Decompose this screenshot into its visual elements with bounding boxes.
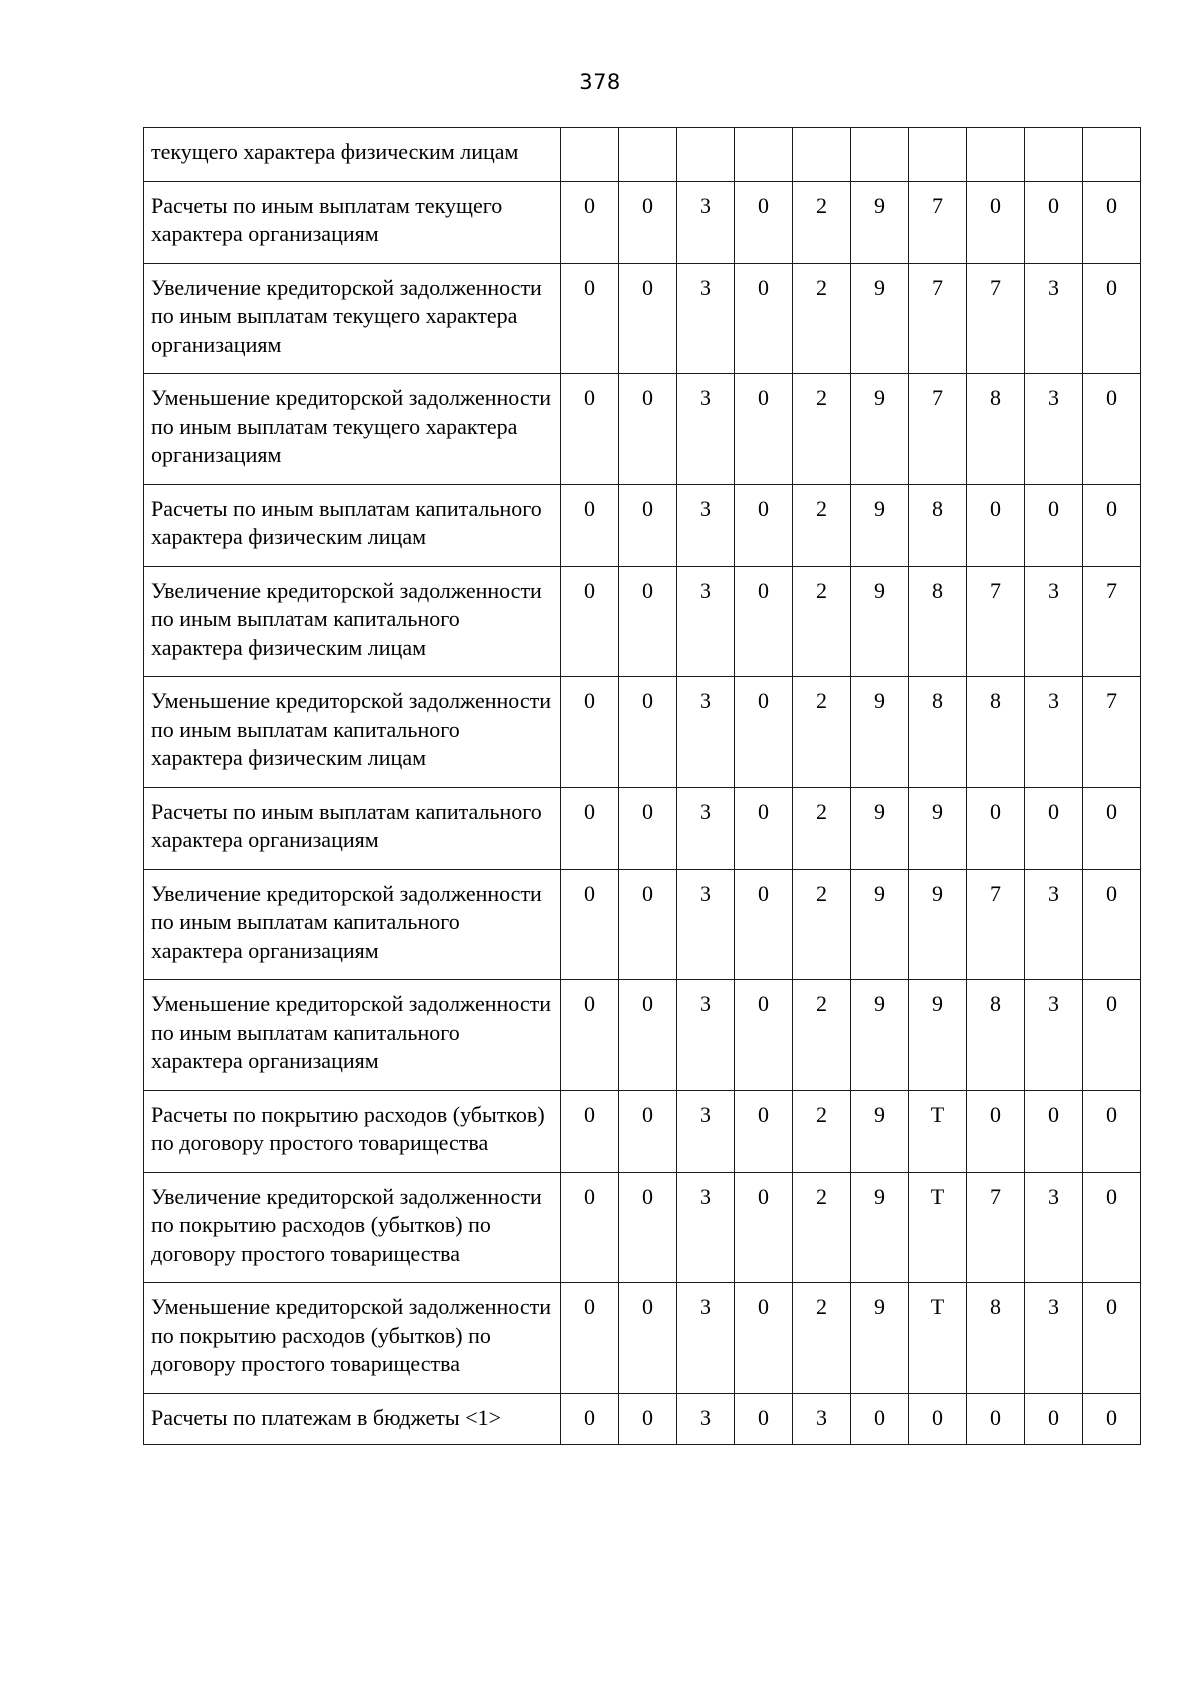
- code-digit: 0: [619, 869, 677, 980]
- code-digit: 8: [967, 980, 1025, 1091]
- table-body: [144, 128, 1141, 1445]
- code-digit: 9: [851, 1283, 909, 1394]
- code-digit: 0: [967, 1090, 1025, 1172]
- code-digit: 8: [909, 566, 967, 677]
- code-digit: 8: [967, 1283, 1025, 1394]
- code-digit: 7: [1083, 566, 1141, 677]
- code-digit: 0: [619, 1283, 677, 1394]
- code-digit: 3: [1025, 1283, 1083, 1394]
- code-digit: 0: [735, 1172, 793, 1283]
- code-digit: 9: [851, 263, 909, 374]
- code-digit: 7: [967, 263, 1025, 374]
- table-row: [144, 566, 1141, 677]
- page-number: 378: [579, 70, 621, 94]
- code-digit: 0: [561, 980, 619, 1091]
- table-row: [144, 181, 1141, 263]
- code-digit: 9: [909, 980, 967, 1091]
- code-digit: 0: [735, 484, 793, 566]
- code-digit: 2: [793, 181, 851, 263]
- row-label: Увеличение кредиторской задолженности по иным выплатам текущего характера организациям: [144, 263, 561, 374]
- code-digit: 3: [1025, 566, 1083, 677]
- code-digit: 0: [1025, 484, 1083, 566]
- code-digit: 3: [677, 1283, 735, 1394]
- code-digit: [619, 128, 677, 182]
- code-digit: 2: [793, 1090, 851, 1172]
- code-digit: 3: [677, 869, 735, 980]
- code-digit: 7: [909, 374, 967, 485]
- code-digit: 0: [1083, 484, 1141, 566]
- code-digit: 0: [561, 181, 619, 263]
- code-digit: [735, 128, 793, 182]
- row-label: текущего характера физическим лицам: [144, 128, 561, 182]
- code-digit: 0: [1083, 263, 1141, 374]
- table-row: [144, 263, 1141, 374]
- code-digit: 0: [619, 484, 677, 566]
- code-digit: 0: [1083, 1283, 1141, 1394]
- code-digit: 0: [1083, 980, 1141, 1091]
- code-digit: [561, 128, 619, 182]
- row-label: Увеличение кредиторской задолженности по покрытию расходов (убытков) по договору простого товарищества: [144, 1172, 561, 1283]
- code-digit: 0: [561, 787, 619, 869]
- code-digit: 8: [967, 677, 1025, 788]
- code-digit: 0: [735, 374, 793, 485]
- code-digit: 8: [909, 484, 967, 566]
- code-digit: 0: [619, 1172, 677, 1283]
- code-digit: 0: [1025, 181, 1083, 263]
- code-digit: 0: [561, 1090, 619, 1172]
- code-digit: 0: [1025, 787, 1083, 869]
- code-digit: 3: [1025, 263, 1083, 374]
- code-digit: Т: [909, 1090, 967, 1172]
- code-digit: Т: [909, 1283, 967, 1394]
- code-digit: 3: [1025, 677, 1083, 788]
- code-digit: 9: [909, 787, 967, 869]
- table-row: [144, 869, 1141, 980]
- row-label: Расчеты по иным выплатам текущего характера организациям: [144, 181, 561, 263]
- code-digit: Т: [909, 1172, 967, 1283]
- table-row: [144, 1090, 1141, 1172]
- code-digit: [967, 128, 1025, 182]
- row-label: Расчеты по иным выплатам капитального характера физическим лицам: [144, 484, 561, 566]
- code-digit: 3: [677, 484, 735, 566]
- account-codes-table: [143, 127, 1141, 1445]
- row-label: Расчеты по иным выплатам капитального характера организациям: [144, 787, 561, 869]
- code-digit: 9: [851, 566, 909, 677]
- code-digit: 0: [619, 787, 677, 869]
- row-label: Уменьшение кредиторской задолженности по иным выплатам капитального характера организациям: [144, 980, 561, 1091]
- code-digit: 9: [851, 484, 909, 566]
- code-digit: 0: [1083, 1393, 1141, 1445]
- code-digit: 0: [735, 1393, 793, 1445]
- code-digit: 7: [909, 181, 967, 263]
- code-digit: 3: [1025, 869, 1083, 980]
- row-label: Уменьшение кредиторской задолженности по иным выплатам капитального характера физическим лицам: [144, 677, 561, 788]
- code-digit: 3: [677, 1393, 735, 1445]
- code-digit: 2: [793, 1172, 851, 1283]
- code-digit: 2: [793, 374, 851, 485]
- code-digit: 7: [967, 566, 1025, 677]
- table-row: [144, 980, 1141, 1091]
- code-digit: 0: [967, 787, 1025, 869]
- table-row: [144, 677, 1141, 788]
- row-label: Уменьшение кредиторской задолженности по покрытию расходов (убытков) по договору простого товарищества: [144, 1283, 561, 1394]
- code-digit: 9: [851, 980, 909, 1091]
- code-digit: 0: [561, 566, 619, 677]
- code-digit: 0: [561, 677, 619, 788]
- code-digit: 0: [735, 980, 793, 1091]
- code-digit: 3: [677, 374, 735, 485]
- code-digit: 9: [851, 787, 909, 869]
- table-row: [144, 484, 1141, 566]
- code-digit: [851, 128, 909, 182]
- code-digit: 3: [677, 1090, 735, 1172]
- code-digit: 0: [561, 263, 619, 374]
- code-digit: 0: [735, 787, 793, 869]
- code-digit: 0: [1083, 869, 1141, 980]
- code-digit: 0: [619, 980, 677, 1091]
- row-label: Увеличение кредиторской задолженности по иным выплатам капитального характера организациям: [144, 869, 561, 980]
- code-digit: 2: [793, 263, 851, 374]
- code-digit: 0: [1083, 1172, 1141, 1283]
- row-label: Увеличение кредиторской задолженности по иным выплатам капитального характера физическим лицам: [144, 566, 561, 677]
- code-digit: 0: [909, 1393, 967, 1445]
- table-row: [144, 1283, 1141, 1394]
- code-digit: 7: [967, 869, 1025, 980]
- code-digit: 2: [793, 869, 851, 980]
- code-digit: 0: [967, 484, 1025, 566]
- code-digit: 0: [1025, 1393, 1083, 1445]
- table-row: [144, 1393, 1141, 1445]
- code-digit: 0: [1083, 374, 1141, 485]
- code-digit: 9: [851, 374, 909, 485]
- code-digit: 3: [677, 263, 735, 374]
- code-digit: 0: [619, 374, 677, 485]
- code-digit: 3: [677, 181, 735, 263]
- code-digit: 3: [677, 1172, 735, 1283]
- code-digit: 0: [561, 374, 619, 485]
- code-digit: 0: [735, 263, 793, 374]
- code-digit: 3: [677, 677, 735, 788]
- code-digit: 0: [619, 677, 677, 788]
- code-digit: 0: [561, 484, 619, 566]
- code-digit: 3: [1025, 1172, 1083, 1283]
- code-digit: 0: [735, 1283, 793, 1394]
- code-digit: 9: [851, 1090, 909, 1172]
- code-digit: 0: [735, 566, 793, 677]
- code-digit: 0: [1083, 1090, 1141, 1172]
- code-digit: 3: [677, 787, 735, 869]
- code-digit: 2: [793, 566, 851, 677]
- code-digit: 0: [561, 869, 619, 980]
- code-digit: 8: [967, 374, 1025, 485]
- code-digit: 2: [793, 1283, 851, 1394]
- code-digit: 9: [851, 869, 909, 980]
- code-digit: 0: [967, 1393, 1025, 1445]
- code-digit: 2: [793, 677, 851, 788]
- code-digit: 0: [735, 677, 793, 788]
- code-digit: 0: [1083, 181, 1141, 263]
- code-digit: 0: [619, 181, 677, 263]
- code-digit: 0: [561, 1283, 619, 1394]
- table-row: [144, 128, 1141, 182]
- code-digit: [1083, 128, 1141, 182]
- code-digit: 7: [909, 263, 967, 374]
- code-digit: 0: [1025, 1090, 1083, 1172]
- code-digit: 0: [619, 1090, 677, 1172]
- code-digit: 3: [1025, 374, 1083, 485]
- code-digit: 3: [793, 1393, 851, 1445]
- code-digit: 0: [851, 1393, 909, 1445]
- code-digit: 9: [851, 181, 909, 263]
- code-digit: 2: [793, 787, 851, 869]
- code-digit: 0: [967, 181, 1025, 263]
- code-digit: [1025, 128, 1083, 182]
- code-digit: 0: [561, 1172, 619, 1283]
- code-digit: 0: [619, 263, 677, 374]
- code-digit: 3: [1025, 980, 1083, 1091]
- table-row: [144, 787, 1141, 869]
- code-digit: 9: [851, 677, 909, 788]
- code-digit: 9: [909, 869, 967, 980]
- table-row: [144, 1172, 1141, 1283]
- code-digit: 0: [735, 181, 793, 263]
- code-digit: 7: [967, 1172, 1025, 1283]
- code-digit: 3: [677, 980, 735, 1091]
- code-digit: 2: [793, 980, 851, 1091]
- code-digit: 0: [735, 1090, 793, 1172]
- code-digit: 7: [1083, 677, 1141, 788]
- code-digit: 3: [677, 566, 735, 677]
- code-digit: 0: [735, 869, 793, 980]
- code-digit: 8: [909, 677, 967, 788]
- code-digit: 0: [619, 566, 677, 677]
- code-digit: [677, 128, 735, 182]
- code-digit: 0: [619, 1393, 677, 1445]
- code-digit: [909, 128, 967, 182]
- code-digit: 2: [793, 484, 851, 566]
- code-digit: [793, 128, 851, 182]
- row-label: Расчеты по платежам в бюджеты <1>: [144, 1393, 561, 1445]
- code-digit: 0: [561, 1393, 619, 1445]
- row-label: Уменьшение кредиторской задолженности по иным выплатам текущего характера организациям: [144, 374, 561, 485]
- code-digit: 0: [1083, 787, 1141, 869]
- row-label: Расчеты по покрытию расходов (убытков) по договору простого товарищества: [144, 1090, 561, 1172]
- table-row: [144, 374, 1141, 485]
- code-digit: 9: [851, 1172, 909, 1283]
